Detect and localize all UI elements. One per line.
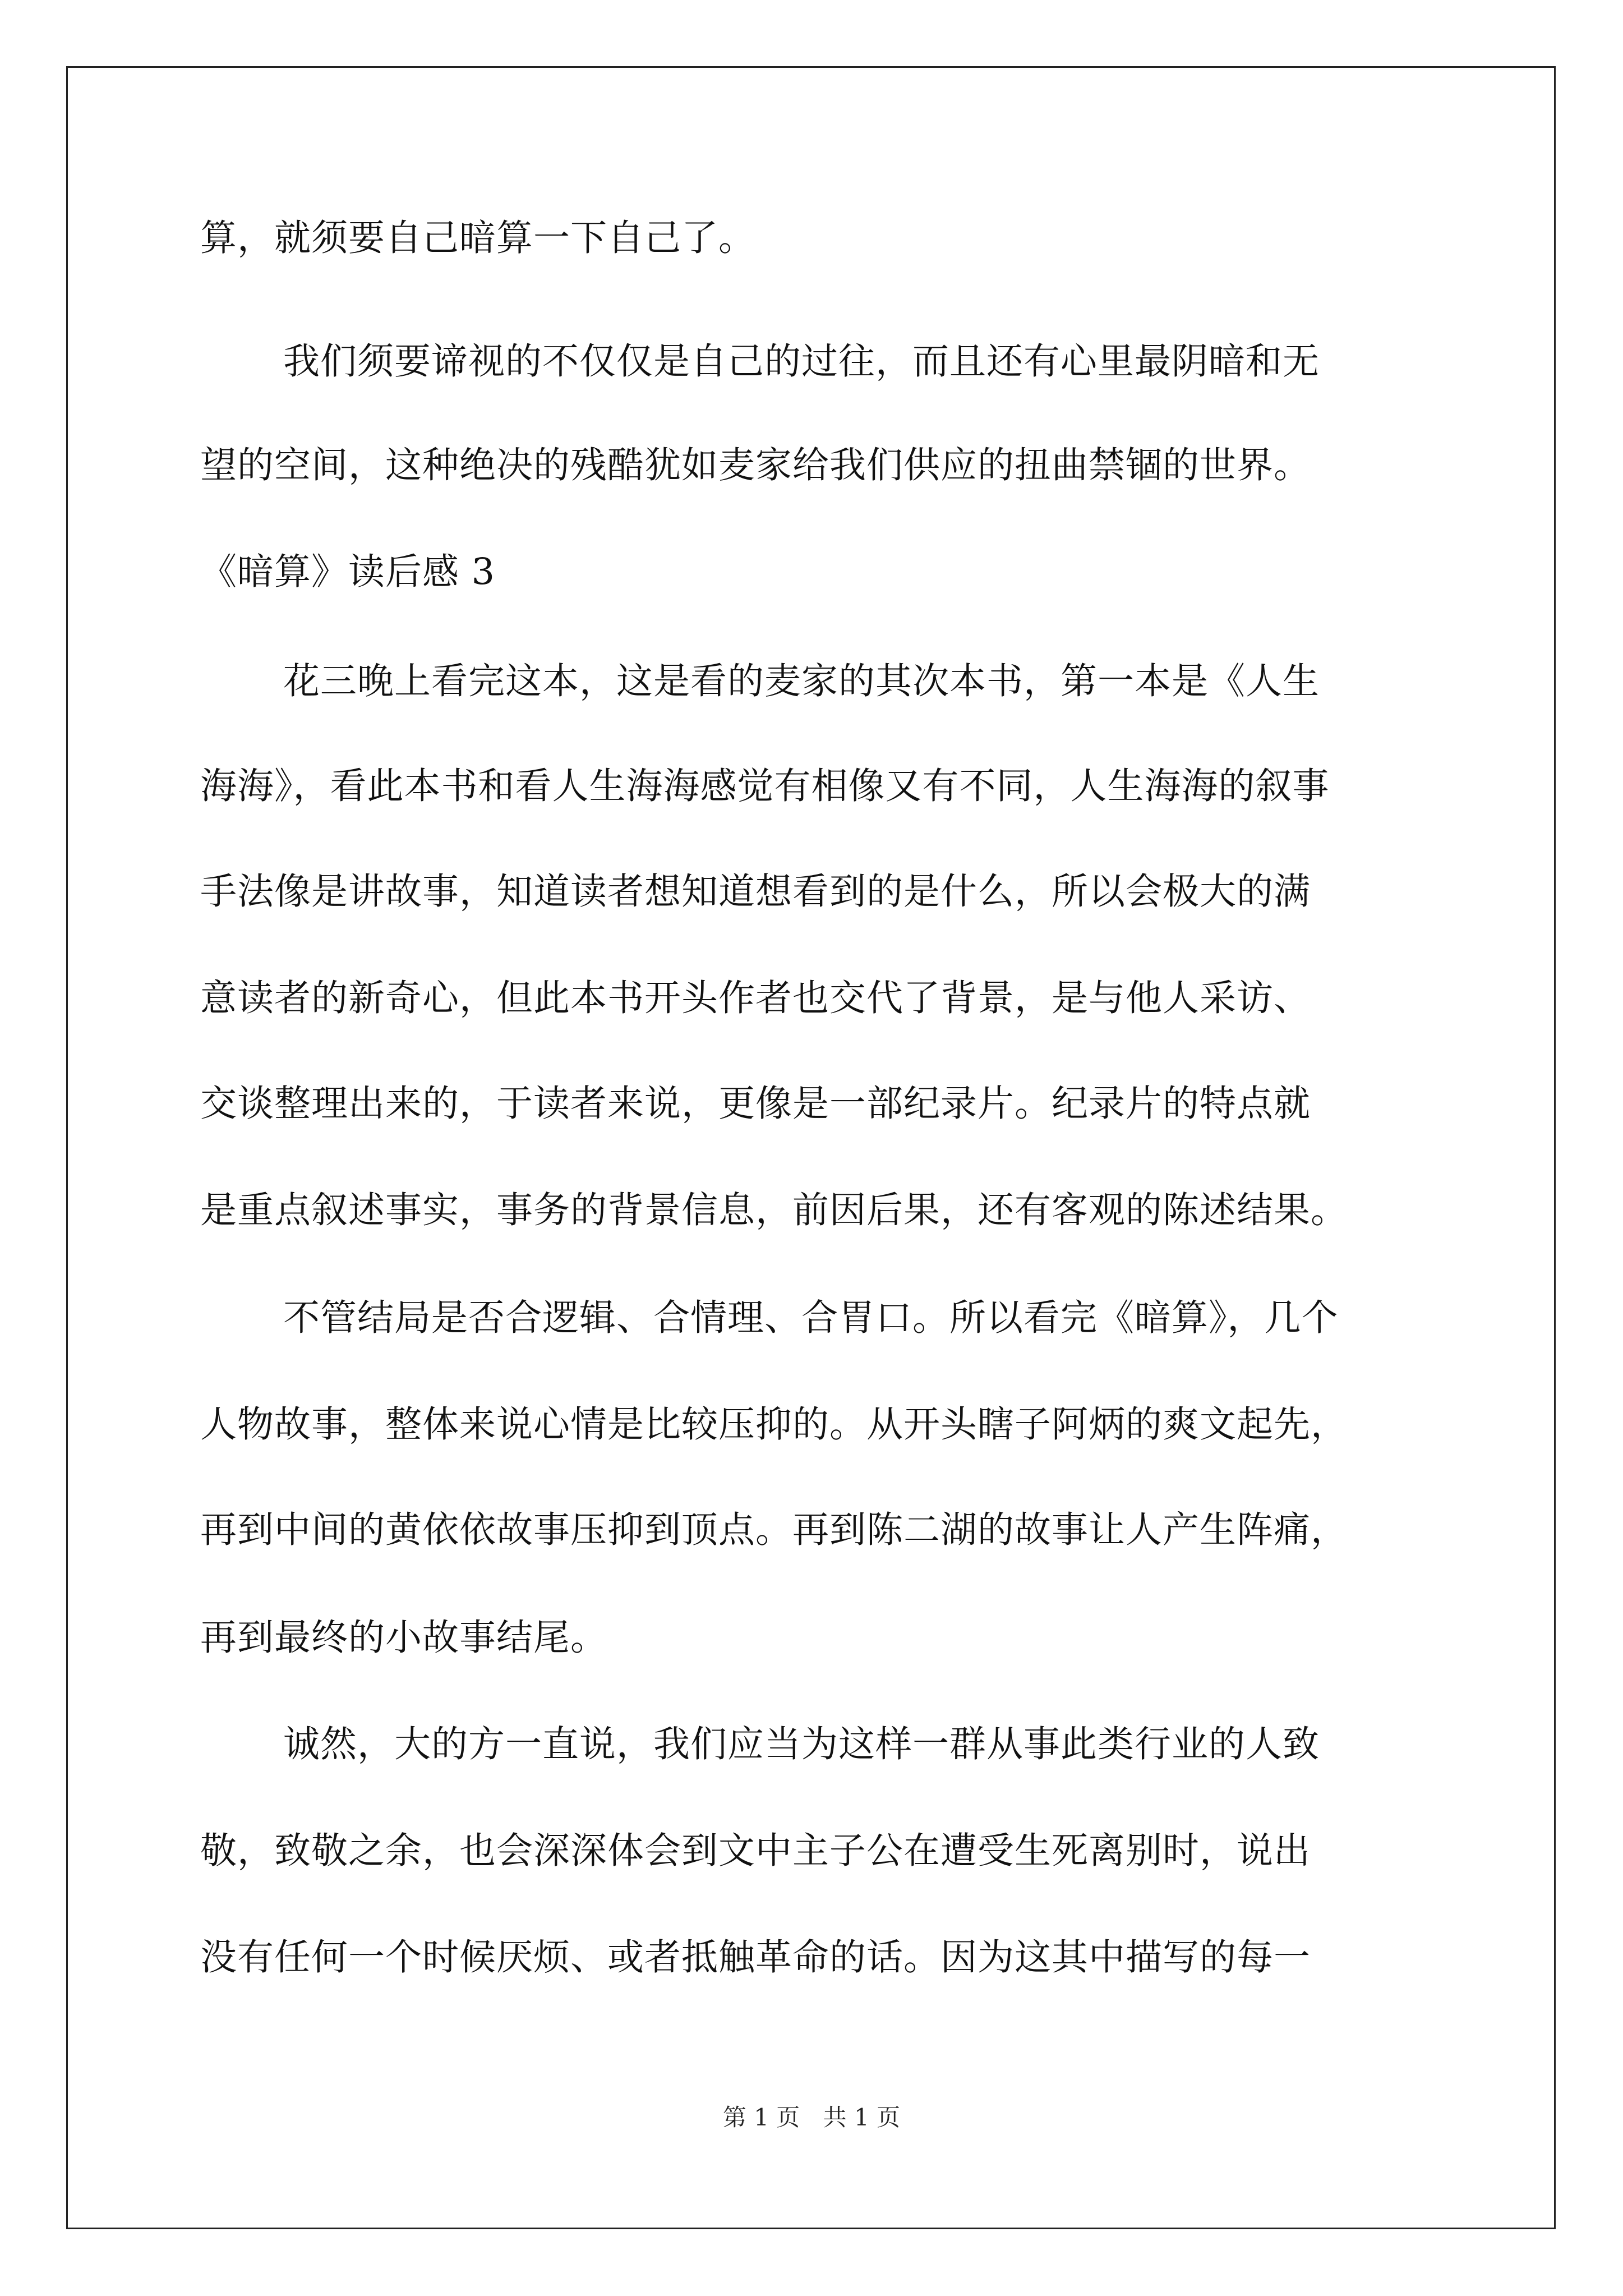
page-number: 第 1 页 xyxy=(722,2104,800,2131)
paragraph-line: 再到中间的黄依依故事压抑到顶点。再到陈二湖的故事让人产生阵痛， xyxy=(200,1509,1348,1551)
page-total: 共 1 页 xyxy=(823,2104,901,2131)
paragraph-line: 海海》，看此本书和看人生海海感觉有相像又有不同，人生海海的叙事 xyxy=(200,765,1330,807)
page-footer xyxy=(0,2104,1623,2132)
section-heading: 《暗算》读后感 3 xyxy=(200,551,496,593)
paragraph-line: 诚然，大的方一直说，我们应当为这样一群从事此类行业的人致 xyxy=(283,1723,1320,1765)
paragraph-line: 再到最终的小故事结尾。 xyxy=(200,1617,608,1659)
paragraph-line: 人物故事，整体来说心情是比较压抑的。从开头瞎子阿炳的爽文起先， xyxy=(200,1404,1348,1446)
paragraph-line: 望的空间，这种绝决的残酷犹如麦家给我们供应的扭曲禁锢的世界。 xyxy=(200,444,1311,486)
paragraph-line: 算，就须要自己暗算一下自己了。 xyxy=(200,217,756,259)
paragraph-line: 是重点叙述事实，事务的背景信息，前因后果，还有客观的陈述结果。 xyxy=(200,1189,1348,1231)
paragraph-line: 我们须要谛视的不仅仅是自己的过往，而且还有心里最阴暗和无 xyxy=(283,341,1320,383)
paragraph-line: 没有任何一个时候厌烦、或者抵触革命的话。因为这其中描写的每一 xyxy=(200,1936,1311,1978)
paragraph-line: 不管结局是否合逻辑、合情理、合胃口。所以看完《暗算》，几个 xyxy=(283,1297,1339,1339)
paragraph-line: 手法像是讲故事，知道读者想知道想看到的是什么，所以会极大的满 xyxy=(200,871,1311,913)
page-border xyxy=(66,66,1556,2229)
paragraph-line: 意读者的新奇心，但此本书开头作者也交代了背景，是与他人采访、 xyxy=(200,977,1311,1019)
paragraph-line: 交谈整理出来的，于读者来说，更像是一部纪录片。纪录片的特点就 xyxy=(200,1083,1311,1125)
paragraph-line: 花三晚上看完这本，这是看的麦家的其次本书，第一本是《人生 xyxy=(283,660,1320,702)
paragraph-line: 敬，致敬之余，也会深深体会到文中主子公在遭受生死离别时，说出 xyxy=(200,1830,1311,1872)
